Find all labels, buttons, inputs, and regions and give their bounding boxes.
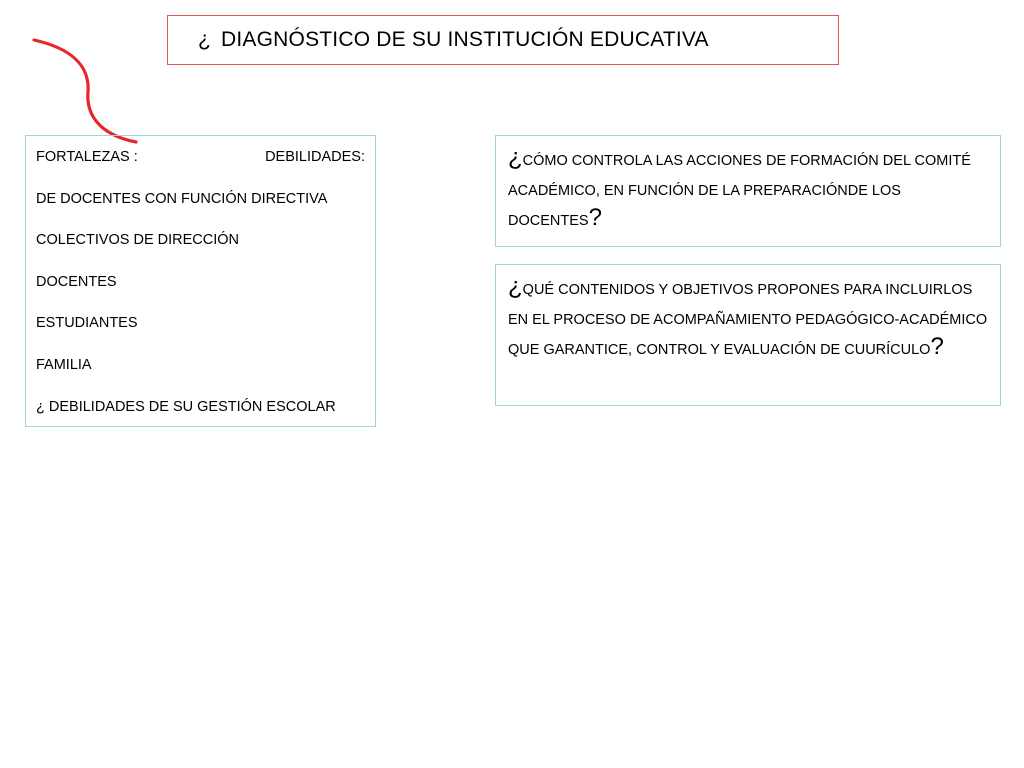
list-item: DOCENTES	[36, 273, 117, 290]
question-body: QUÉ CONTENIDOS Y OBJETIVOS PROPONES PARA INCLUIRLOS EN EL PROCESO DE ACOMPAÑAMIENTO PEDAGÓGICO-ACADÉMICO QUE GARANTICE, CONTROL Y EVALUACIÓN DE CUURÍCULO	[508, 282, 988, 358]
question-box-2	[495, 264, 1001, 406]
question-body: CÓMO CONTROLA LAS ACCIONES DE FORMACIÓN DEL COMITÉ ACADÉMICO, EN FUNCIÓN DE LA PREPARACIÓNDE LOS DOCENTES	[508, 153, 971, 229]
question-close-mark: ?	[930, 333, 944, 360]
list-item: ¿ DEBILIDADES DE SU GESTIÓN ESCOLAR	[36, 398, 336, 415]
strengths-weaknesses-box	[25, 135, 376, 427]
question-open-mark: ¿	[508, 144, 523, 171]
strengths-label: FORTALEZAS :	[36, 149, 138, 165]
title-question-mark: ¿	[198, 28, 212, 51]
list-item: COLECTIVOS DE DIRECCIÓN	[36, 232, 240, 249]
page-title: DIAGNÓSTICO DE SU INSTITUCIÓN EDUCATIVA	[221, 28, 709, 51]
question-box-1	[495, 135, 1001, 247]
list-item: ESTUDIANTES	[36, 315, 138, 332]
weaknesses-label: DEBILIDADES:	[265, 149, 365, 165]
box-header-row	[36, 146, 365, 188]
question-open-mark: ¿	[508, 273, 523, 300]
question-text-1	[508, 146, 992, 236]
question-text-2	[508, 275, 992, 365]
title-box	[167, 15, 839, 65]
list-item: DE DOCENTES CON FUNCIÓN DIRECTIVA	[36, 190, 328, 207]
question-close-mark: ?	[588, 204, 602, 231]
list-item: FAMILIA	[36, 356, 92, 373]
